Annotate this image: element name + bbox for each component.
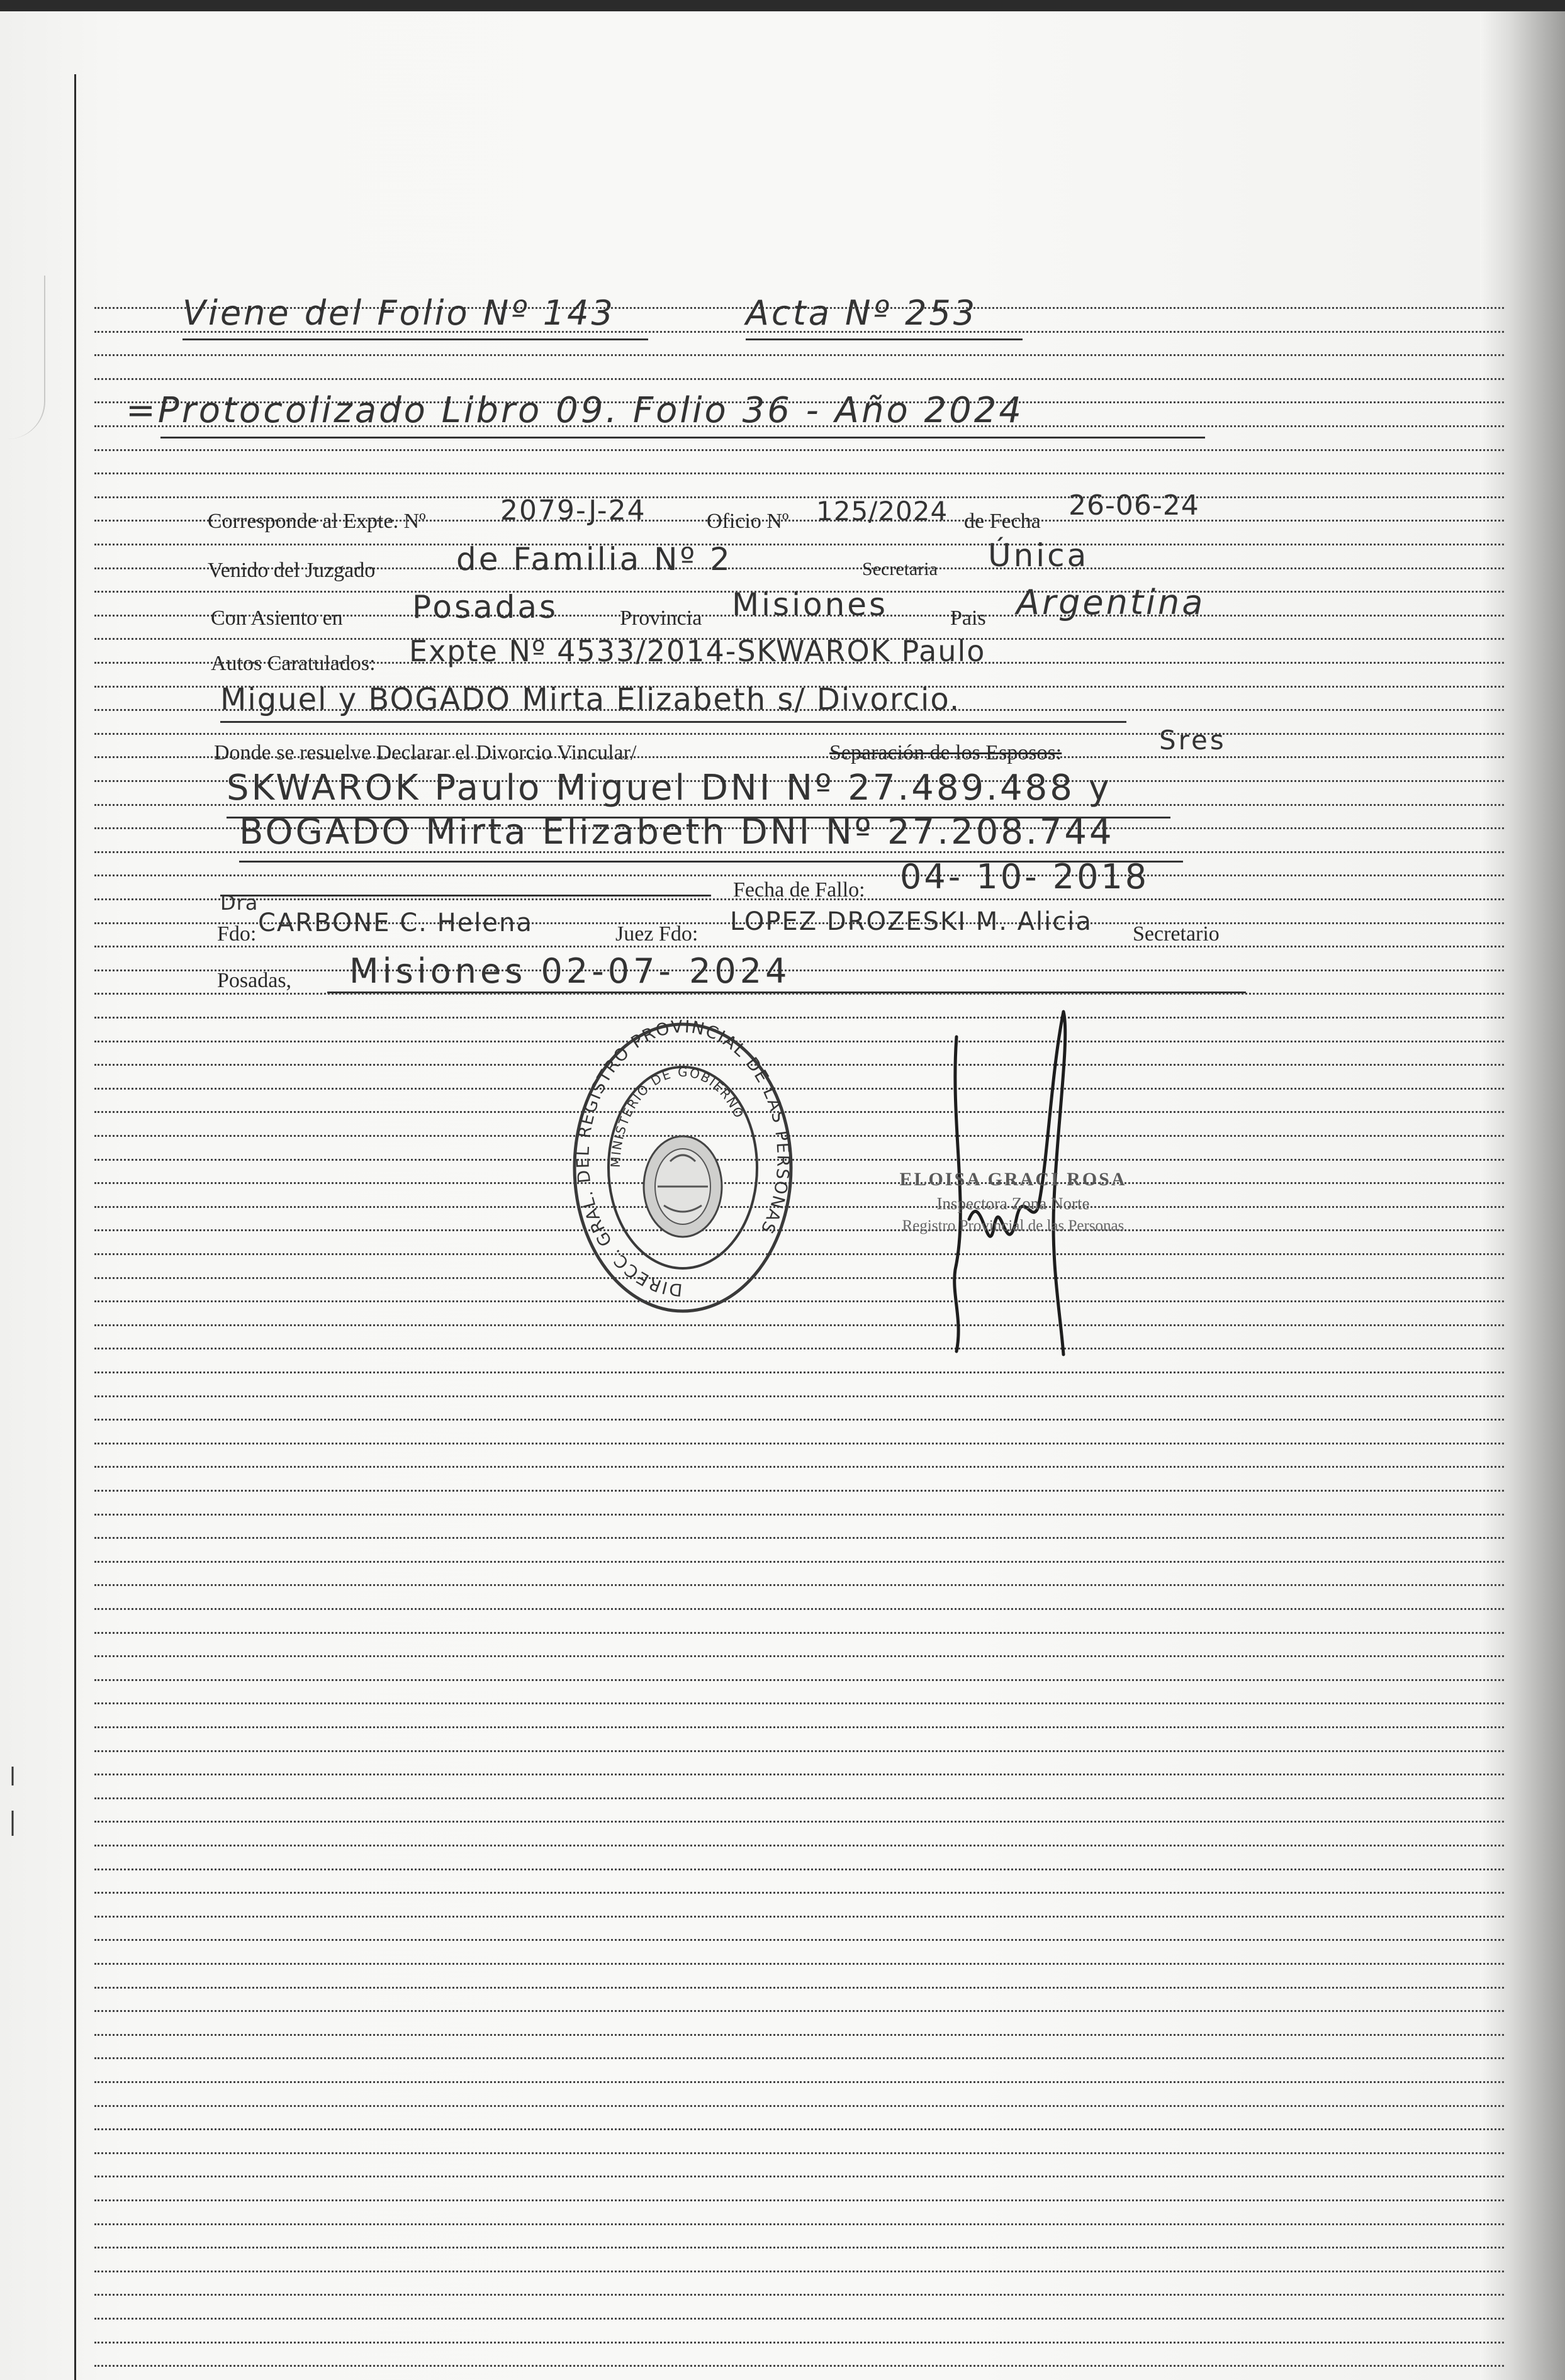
secretario-value: LOPEZ DROZESKI M. Alicia bbox=[730, 907, 1092, 936]
ruled-line bbox=[94, 1419, 1504, 1421]
ruled-line bbox=[94, 354, 1504, 356]
ruled-line bbox=[94, 2294, 1504, 2296]
ruled-line bbox=[94, 1963, 1504, 1965]
ruled-line bbox=[94, 472, 1504, 474]
fecha-label: de Fecha bbox=[964, 510, 1041, 533]
ruled-line bbox=[94, 1466, 1504, 1468]
juzgado-value: de Familia Nº 2 bbox=[456, 541, 732, 578]
ruled-line bbox=[94, 969, 1504, 971]
expte-value: 2079-J-24 bbox=[500, 494, 646, 527]
ruled-line bbox=[94, 1253, 1504, 1255]
ruled-line bbox=[94, 2034, 1504, 2036]
ruled-line bbox=[94, 2176, 1504, 2177]
ruled-line bbox=[94, 2247, 1504, 2249]
secretario-label: Secretario bbox=[1133, 922, 1220, 946]
ruled-line bbox=[94, 1490, 1504, 1492]
ruled-line bbox=[94, 2152, 1504, 2154]
ruled-line bbox=[94, 2223, 1504, 2225]
document-page bbox=[0, 11, 1565, 2380]
ruled-line bbox=[94, 1537, 1504, 1539]
official-stamp bbox=[569, 1017, 796, 1319]
venido-label: Venido del Juzgado bbox=[208, 559, 376, 582]
ruled-line bbox=[94, 2365, 1504, 2367]
ruled-line bbox=[94, 1135, 1504, 1137]
ruled-line bbox=[94, 1348, 1504, 1349]
secretaria-label: Secretaria bbox=[862, 559, 938, 579]
ruled-lines bbox=[94, 11, 1504, 2380]
posadas-label: Posadas, bbox=[217, 969, 292, 992]
ruled-line bbox=[94, 1845, 1504, 1846]
ruled-line bbox=[94, 1300, 1504, 1302]
ruled-line bbox=[94, 2105, 1504, 2107]
stamp-inner-text: MINISTERIO DE GOBIERNO bbox=[607, 1064, 748, 1168]
ruled-line bbox=[94, 1916, 1504, 1918]
autos-line-1: Expte Nº 4533/2014-SKWAROK Paulo bbox=[409, 634, 986, 668]
asiento-label: Con Asiento en bbox=[211, 606, 343, 630]
protocolizado-line: =Protocolizado Libro 09. Folio 36 - Año 2024 bbox=[126, 390, 1024, 431]
viene-del-folio: Viene del Folio Nº 143 bbox=[182, 293, 615, 333]
ruled-line bbox=[94, 2081, 1504, 2083]
ruled-line bbox=[94, 1206, 1504, 1208]
ruled-line bbox=[94, 378, 1504, 380]
ruled-line bbox=[94, 544, 1504, 545]
ruled-line bbox=[94, 1111, 1504, 1113]
oficio-label: Oficio Nº bbox=[707, 510, 789, 533]
ruled-line bbox=[94, 1987, 1504, 1989]
ruled-line bbox=[94, 1017, 1504, 1019]
pais-value: Argentina bbox=[1016, 583, 1206, 622]
ruled-line bbox=[94, 1797, 1504, 1799]
oficio-value: 125/2024 bbox=[816, 496, 948, 527]
inspector-role: Inspectora Zona Norte bbox=[936, 1194, 1090, 1213]
ruled-line bbox=[94, 1726, 1504, 1728]
ruled-line bbox=[94, 2318, 1504, 2320]
ruled-line bbox=[94, 2342, 1504, 2344]
inspector-name: ELOISA GRACI ROSA bbox=[899, 1169, 1127, 1190]
ruled-line bbox=[94, 1324, 1504, 1326]
pais-label: Pais bbox=[950, 606, 986, 630]
ruled-line bbox=[94, 449, 1504, 451]
ruled-line bbox=[94, 1702, 1504, 1704]
acta-number: Acta Nº 253 bbox=[746, 293, 978, 333]
inspector-stamp bbox=[881, 1169, 1145, 1235]
ruled-line bbox=[94, 733, 1504, 735]
ruled-line bbox=[94, 1064, 1504, 1066]
esposa-line: BOGADO Mirta Elizabeth DNI Nº 27.208.744 bbox=[239, 812, 1114, 852]
ruled-line bbox=[94, 1041, 1504, 1042]
ruled-line bbox=[94, 874, 1504, 876]
margin-line bbox=[74, 74, 76, 2380]
ruled-line bbox=[94, 1632, 1504, 1634]
autos-label: Autos Caratulados: bbox=[211, 652, 376, 675]
page-fold-mark bbox=[0, 276, 45, 439]
ruled-line bbox=[94, 1443, 1504, 1444]
posadas-value: Misiones 02-07- 2024 bbox=[349, 951, 791, 991]
autos-line-2: Miguel y BOGADO Mirta Elizabeth s/ Divorcio. bbox=[220, 682, 961, 717]
inspector-office: Registro Provincial de las Personas bbox=[902, 1217, 1125, 1234]
ruled-line bbox=[94, 1679, 1504, 1681]
provincia-label: Provincia bbox=[620, 606, 702, 630]
ruled-line bbox=[94, 1774, 1504, 1775]
secretaria-value: Única bbox=[988, 537, 1089, 574]
esposo-line: SKWAROK Paulo Miguel DNI Nº 27.489.488 y bbox=[227, 768, 1112, 808]
fdo-juez-label: Fdo: bbox=[217, 922, 257, 946]
ruled-line bbox=[94, 1395, 1504, 1397]
coat-of-arms-icon bbox=[644, 1136, 722, 1237]
ruled-line bbox=[94, 1372, 1504, 1373]
ruled-line bbox=[94, 946, 1504, 947]
fecha-fallo-value: 04- 10- 2018 bbox=[900, 857, 1150, 897]
ruled-line bbox=[94, 1159, 1504, 1161]
ruled-line bbox=[94, 1869, 1504, 1870]
ruled-line bbox=[94, 1821, 1504, 1823]
ruled-line bbox=[94, 1892, 1504, 1894]
ruled-line bbox=[94, 2128, 1504, 2130]
ruled-line bbox=[94, 1277, 1504, 1279]
ruled-line bbox=[94, 2057, 1504, 2059]
asiento-value: Posadas bbox=[412, 589, 559, 625]
ruled-line bbox=[94, 1655, 1504, 1657]
donde-label: Donde se resuelve Declarar el Divorcio Vincular/ bbox=[214, 741, 637, 764]
provincia-value: Misiones bbox=[732, 586, 889, 623]
ruled-line bbox=[94, 1584, 1504, 1586]
ruled-line bbox=[94, 1514, 1504, 1516]
donde-value: Sres bbox=[1159, 725, 1226, 756]
ruled-line bbox=[94, 496, 1504, 498]
ruled-line bbox=[94, 1750, 1504, 1752]
ruled-line bbox=[94, 2199, 1504, 2201]
ruled-line bbox=[94, 2010, 1504, 2012]
ruled-line bbox=[94, 1182, 1504, 1184]
ruled-line bbox=[94, 1088, 1504, 1090]
fecha-value: 26-06-24 bbox=[1069, 489, 1199, 522]
donde-label-struck: Separación de los Esposos: bbox=[829, 741, 1062, 764]
ruled-line bbox=[94, 2271, 1504, 2272]
juez-label: Juez Fdo: bbox=[615, 922, 698, 946]
dra-note: Dra bbox=[220, 891, 259, 915]
stamp-outer-text: DIRECC. GRAL. DEL REGISTRO PROVINCIAL DE LAS PERSONAS bbox=[573, 1017, 793, 1300]
ruled-line bbox=[94, 1939, 1504, 1941]
ruled-line bbox=[94, 1561, 1504, 1563]
juez-value: CARBONE C. Helena bbox=[258, 908, 533, 937]
ruled-line bbox=[94, 1229, 1504, 1231]
left-edge-marks bbox=[9, 1767, 21, 1842]
fecha-fallo-label: Fecha de Fallo: bbox=[733, 878, 865, 902]
corresponde-label: Corresponde al Expte. Nº bbox=[208, 510, 426, 533]
ruled-line bbox=[94, 1608, 1504, 1610]
